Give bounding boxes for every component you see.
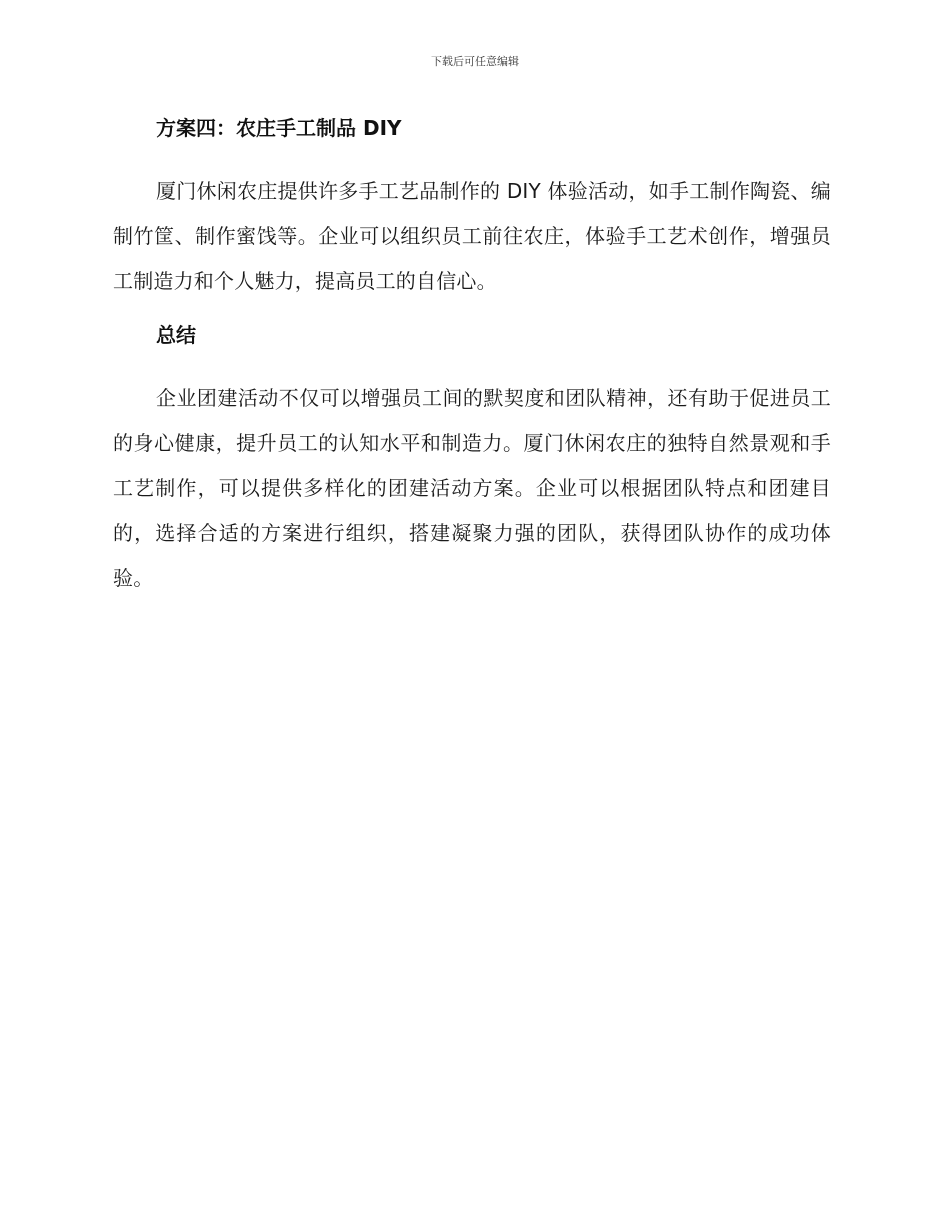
page-header: 下载后可任意编辑 [431,55,519,68]
document-body [113,113,831,601]
section-paragraph-plan-four: 厦门休闲农庄提供许多手工艺品制作的 DIY 体验活动，如手工制作陶瓷、编制竹筐、制作蜜饯等。企业可以组织员工前往农庄，体验手工艺术创作，增强员工制造力和个人魅力，提高员工的自信心。 [113,179,831,293]
section-paragraph-summary: 企业团建活动不仅可以增强员工间的默契度和团队精神，还有助于促进员工的身心健康，提升员工的认知水平和制造力。厦门休闲农庄的独特自然景观和手工艺制作，可以提供多样化的团建活动方案。企业可以根据团队特点和团建目的，选择合适的方案进行组织，搭建凝聚力强的团队，获得团队协作的成功体验。 [113,386,831,590]
section-heading-plan-four: 方案四：农庄手工制品 DIY [156,116,402,140]
section-heading-summary: 总结 [156,323,196,347]
